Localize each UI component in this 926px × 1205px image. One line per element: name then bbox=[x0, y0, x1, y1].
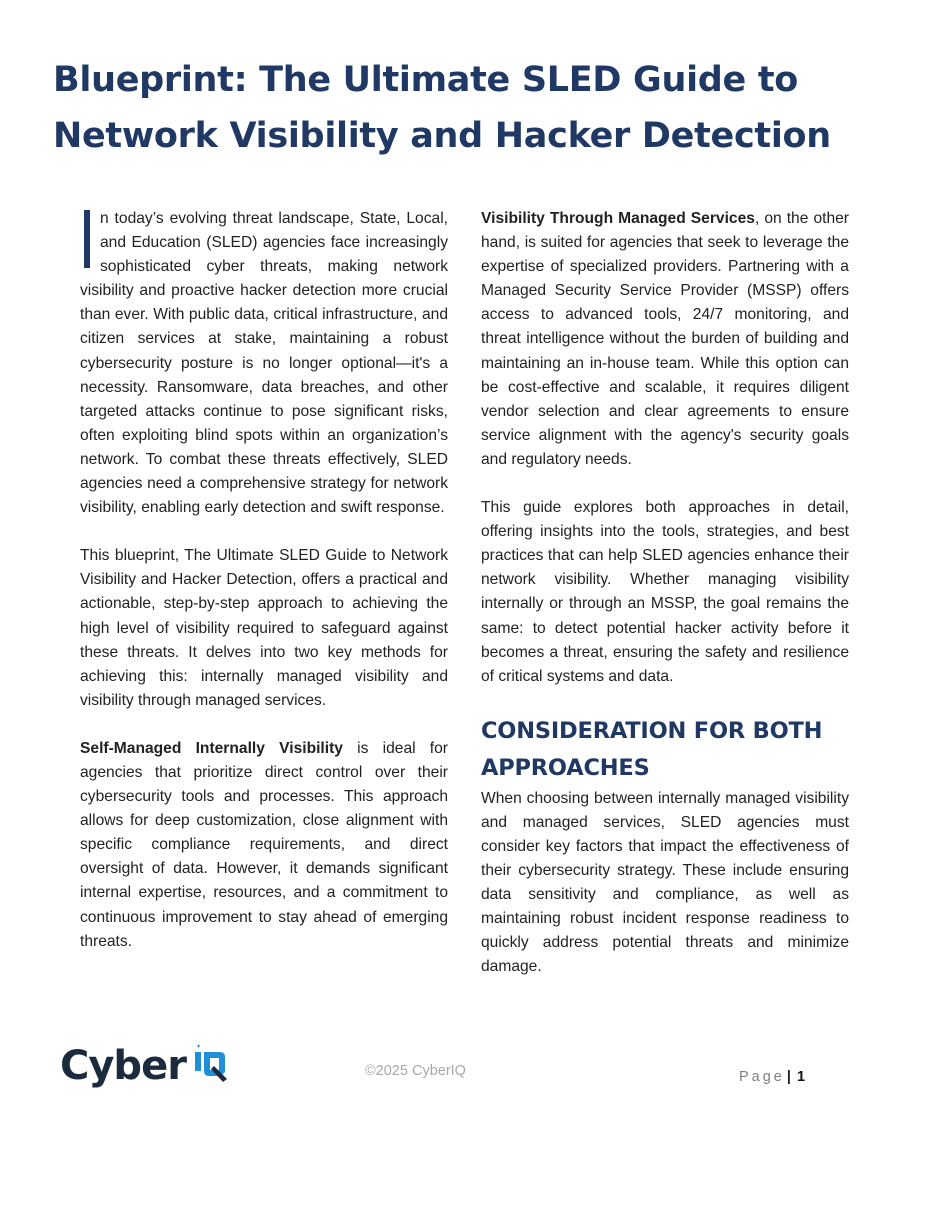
self-managed-lead: Self-Managed Internally Visibility bbox=[80, 739, 343, 757]
section-heading: CONSIDERATION FOR BOTH APPROACHES bbox=[481, 717, 823, 781]
considerations-paragraph: When choosing between internally managed visibility and managed services, SLED agencies must consider key factors that impact the effectiveness of their cybersecurity strategy. These include ensuring data sensitivity and compliance, as well as maintaining robust incident response readiness to quickly address potential threats and minimize damage. bbox=[481, 789, 849, 976]
logo-wordmark: Cyber bbox=[60, 1043, 186, 1089]
page-number-value: 1 bbox=[796, 1069, 806, 1085]
self-managed-paragraph bbox=[80, 737, 448, 954]
managed-services-paragraph bbox=[481, 207, 849, 472]
left-column bbox=[80, 207, 448, 978]
page-number bbox=[739, 1069, 805, 1085]
intro-paragraph bbox=[80, 207, 448, 520]
intro-paragraph-text: n today’s evolving threat landscape, State, Local, and Education (SLED) agencies face increasingly sophisticated cyber threats, making network visibility and proactive hacker detection more crucial than ever. With public data, critical infrastructure, and citizen services at stake, maintaining a robust cybersecurity posture is no longer optional—it's a necessity. Ransomware, data breaches, and other targeted attacks continue to pose significant risks, often exploiting blind spots within an organization’s network. To combat these threats effectively, SLED agencies need a comprehensive strategy for network visibility, enabling early detection and swift response. bbox=[80, 210, 448, 517]
managed-services-text: , on the other hand, is suited for agencies that seek to leverage the expertise of specialized providers. Partnering with a Managed Security Service Provider (MSSP) offers access to advanced tools, 24/7 monitoring, and threat intelligence without the burden of building and maintaining an in-house team. While this option can be cost-effective and scalable, it requires diligent vendor selection and clear agreements to ensure service alignment with the agency's security goals and regulatory needs. bbox=[481, 210, 849, 468]
managed-services-lead: Visibility Through Managed Services bbox=[481, 210, 755, 227]
document-title-line-1: Blueprint: The Ultimate SLED Guide to bbox=[53, 60, 799, 100]
copyright-notice: ©2025 CyberIQ bbox=[365, 1063, 466, 1079]
company-logo bbox=[60, 1042, 228, 1090]
blueprint-paragraph: This blueprint, The Ultimate SLED Guide to Network Visibility and Hacker Detection, offers a practical and actionable, step-by-step approach to achieving the high level of visibility required to safeguard against these threats. It delves into two key methods for achieving this: internally managed visibility and visibility through managed services. bbox=[80, 547, 448, 709]
document-title bbox=[53, 52, 883, 164]
cyberiq-logo-icon bbox=[190, 1045, 228, 1088]
right-column bbox=[481, 207, 849, 1004]
drop-cap-i bbox=[84, 210, 90, 268]
page-label: Page bbox=[739, 1069, 785, 1085]
page-separator: | bbox=[786, 1069, 791, 1085]
self-managed-text: is ideal for agencies that prioritize direct control over their cybersecurity tools and processes. This approach allows for deep customization, close alignment with specific compliance requirements, and direct oversight of data. However, it demands significant internal expertise, resources, and a commitment to continuous improvement to stay ahead of emerging threats. bbox=[80, 739, 448, 950]
document-title-line-2: Network Visibility and Hacker Detection bbox=[53, 116, 831, 156]
guide-paragraph: This guide explores both approaches in detail, offering insights into the tools, strategies, and best practices that can help SLED agencies enhance their network visibility. Whether managing visibility internally or through an MSSP, the goal remains the same: to detect potential hacker activity before it becomes a threat, ensuring the safety and resilience of critical systems and data. bbox=[481, 499, 849, 685]
